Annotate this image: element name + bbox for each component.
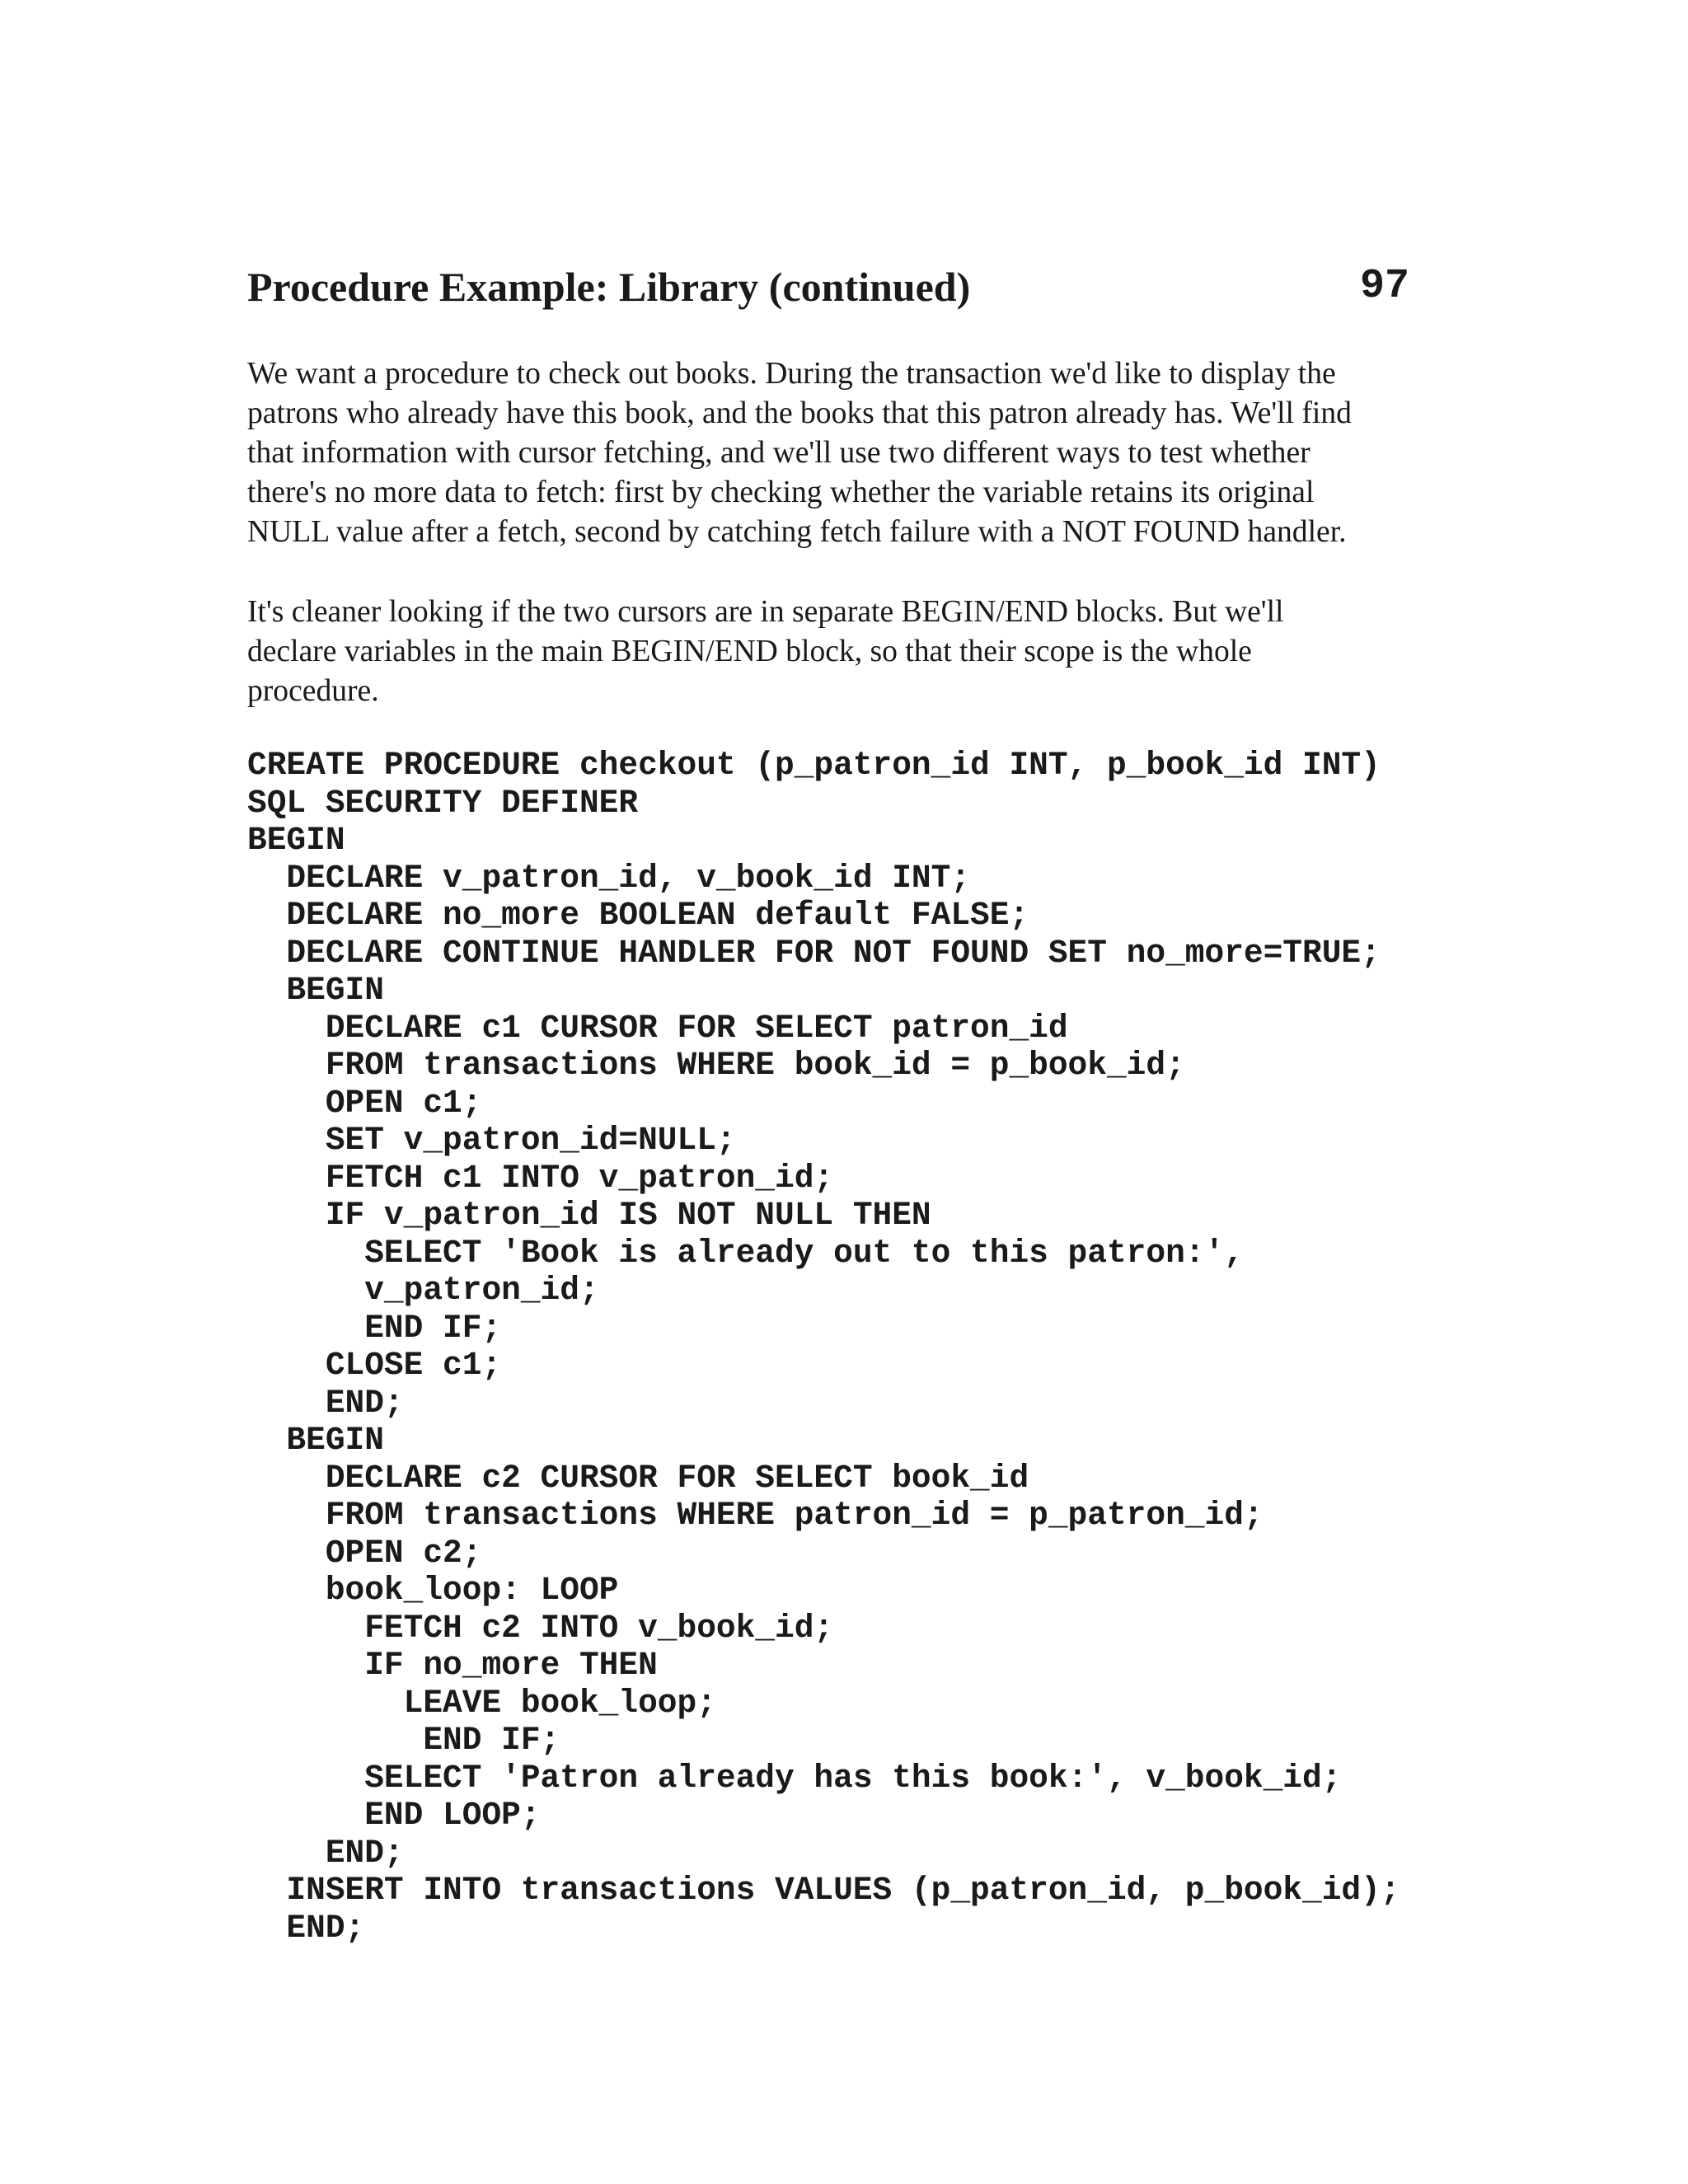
- sql-code-block: [247, 747, 1400, 1947]
- paragraph-line: procedure.: [247, 674, 379, 708]
- paragraph-line: patrons who already have this book, and the books that this patron already has. We'll find: [247, 396, 1352, 430]
- code-line: BEGIN: [247, 972, 384, 1009]
- page-title: Procedure Example: Library (continued): [247, 264, 971, 310]
- code-line: END LOOP;: [247, 1797, 541, 1834]
- code-line: END IF;: [247, 1722, 560, 1759]
- code-line: DECLARE no_more BOOLEAN default FALSE;: [247, 897, 1029, 934]
- code-line: DECLARE c2 CURSOR FOR SELECT book_id: [247, 1459, 1029, 1497]
- code-line: book_loop: LOOP: [247, 1572, 619, 1609]
- code-line: v_patron_id;: [247, 1272, 599, 1309]
- code-line: FROM transactions WHERE patron_id = p_patron_id;: [247, 1497, 1264, 1534]
- code-line: FETCH c2 INTO v_book_id;: [247, 1609, 834, 1647]
- paragraph-line: there's no more data to fetch: first by checking whether the variable retains its original: [247, 476, 1315, 509]
- paragraph-line: declare variables in the main BEGIN/END block, so that their scope is the whole: [247, 635, 1252, 668]
- code-line: CREATE PROCEDURE checkout (p_patron_id INT, p_book_id INT): [247, 747, 1381, 784]
- code-line: END;: [247, 1384, 404, 1422]
- code-line: SET v_patron_id=NULL;: [247, 1122, 736, 1159]
- code-line: DECLARE CONTINUE HANDLER FOR NOT FOUND SET no_more=TRUE;: [247, 934, 1381, 972]
- code-line: SQL SECURITY DEFINER: [247, 784, 639, 822]
- paragraph-line: It's cleaner looking if the two cursors are in separate BEGIN/END blocks. But we'll: [247, 595, 1284, 629]
- intro-paragraph: [247, 354, 1451, 552]
- code-line: DECLARE c1 CURSOR FOR SELECT patron_id: [247, 1009, 1068, 1047]
- code-line: END IF;: [247, 1309, 502, 1347]
- code-line: IF v_patron_id IS NOT NULL THEN: [247, 1197, 931, 1234]
- code-line: FROM transactions WHERE book_id = p_book_id;: [247, 1047, 1185, 1084]
- code-line: CLOSE c1;: [247, 1347, 502, 1384]
- code-line: END;: [247, 1909, 365, 1947]
- code-line: IF no_more THEN: [247, 1647, 658, 1684]
- paragraph-line: NULL value after a fetch, second by catching fetch failure with a NOT FOUND handler.: [247, 515, 1347, 549]
- code-line: SELECT 'Book is already out to this patron:',: [247, 1234, 1244, 1272]
- page-number: 97: [1359, 263, 1409, 310]
- scope-paragraph: [247, 593, 1451, 711]
- page-header: [247, 262, 1409, 312]
- code-line: DECLARE v_patron_id, v_book_id INT;: [247, 859, 971, 897]
- paragraph-line: We want a procedure to check out books. During the transaction we'd like to display the: [247, 357, 1336, 391]
- code-line: SELECT 'Patron already has this book:', v_book_id;: [247, 1759, 1342, 1797]
- code-line: BEGIN: [247, 1422, 384, 1459]
- code-line: BEGIN: [247, 822, 345, 859]
- code-line: OPEN c1;: [247, 1084, 482, 1122]
- code-line: END;: [247, 1834, 404, 1872]
- code-line: OPEN c2;: [247, 1534, 482, 1572]
- code-line: LEAVE book_loop;: [247, 1684, 716, 1722]
- paragraph-line: that information with cursor fetching, and we'll use two different ways to test whether: [247, 436, 1311, 470]
- code-line: FETCH c1 INTO v_patron_id;: [247, 1159, 834, 1197]
- code-line: INSERT INTO transactions VALUES (p_patron_id, p_book_id);: [247, 1872, 1400, 1909]
